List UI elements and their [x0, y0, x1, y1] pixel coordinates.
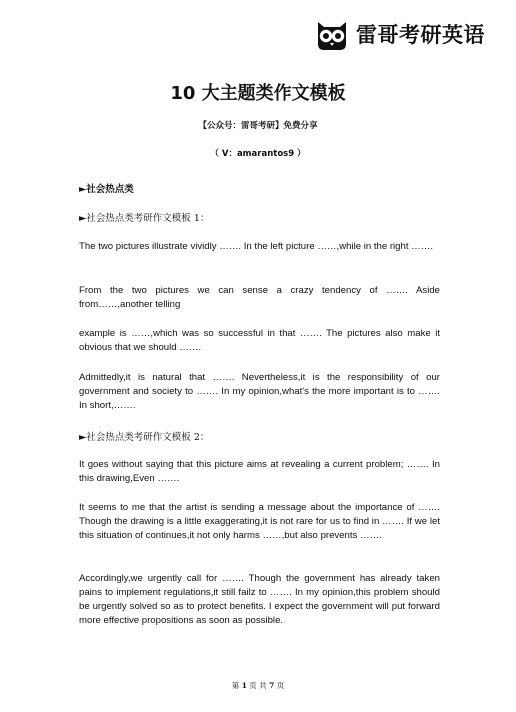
paragraph: The two pictures illustrate vividly ……. In the left picture ……,while in the right …….: [79, 241, 434, 252]
logo-text: 雷哥考研英语: [356, 23, 485, 47]
brand-logo: [312, 14, 485, 54]
paragraph: example is ……,which was so successful in that ……. The pictures also make it obvious that we should …….: [79, 328, 440, 353]
footer-prefix: 第: [231, 681, 240, 690]
subtitle-contact: （ V：amarantos9 ）: [210, 149, 306, 159]
document-title: 10 大主题类作文模板: [170, 83, 346, 104]
footer-total-pages: 7: [269, 681, 275, 690]
owl-logo-icon: [312, 14, 352, 54]
page-footer: [0, 680, 516, 691]
template-heading-1: ►社会热点类考研作文模板 1：: [79, 213, 210, 224]
template-heading-2: ►社会热点类考研作文模板 2：: [79, 432, 210, 443]
section-heading: ►社会热点类: [79, 184, 134, 195]
footer-mid: 页 共: [249, 681, 267, 690]
footer-page-number: 1: [241, 681, 247, 690]
subtitle-wechat: 【公众号：雷哥考研】免费分享: [198, 121, 318, 131]
paragraph: It seems to me that the artist is sending a message about the importance of ……. Though the drawing is a little exaggerating,it is not rare for us to find in ……. If we let this situation of continues,it not only harms ……,but also prevents …….: [79, 502, 440, 541]
paragraph: Admittedly,it is natural that ……. Nevertheless,it is the responsibility of our government and society to ……. In my opinion,what's the more important is to ……. In short,…….: [79, 372, 440, 411]
footer-suffix: 页: [276, 681, 285, 690]
paragraph: From the two pictures we can sense a crazy tendency of ……. Aside from……,another telling: [79, 285, 440, 310]
paragraph: It goes without saying that this picture aims at revealing a current problem; ……. In this drawing,Even …….: [79, 459, 440, 484]
paragraph: Accordingly,we urgently call for ……. Though the government has already taken pains to implement regulations,it still failz to ……. In my opinion,this problem should be urgently solved so as to protect benefits. I expect the government will put forward more effective propositions as soon as possible.: [79, 573, 440, 626]
